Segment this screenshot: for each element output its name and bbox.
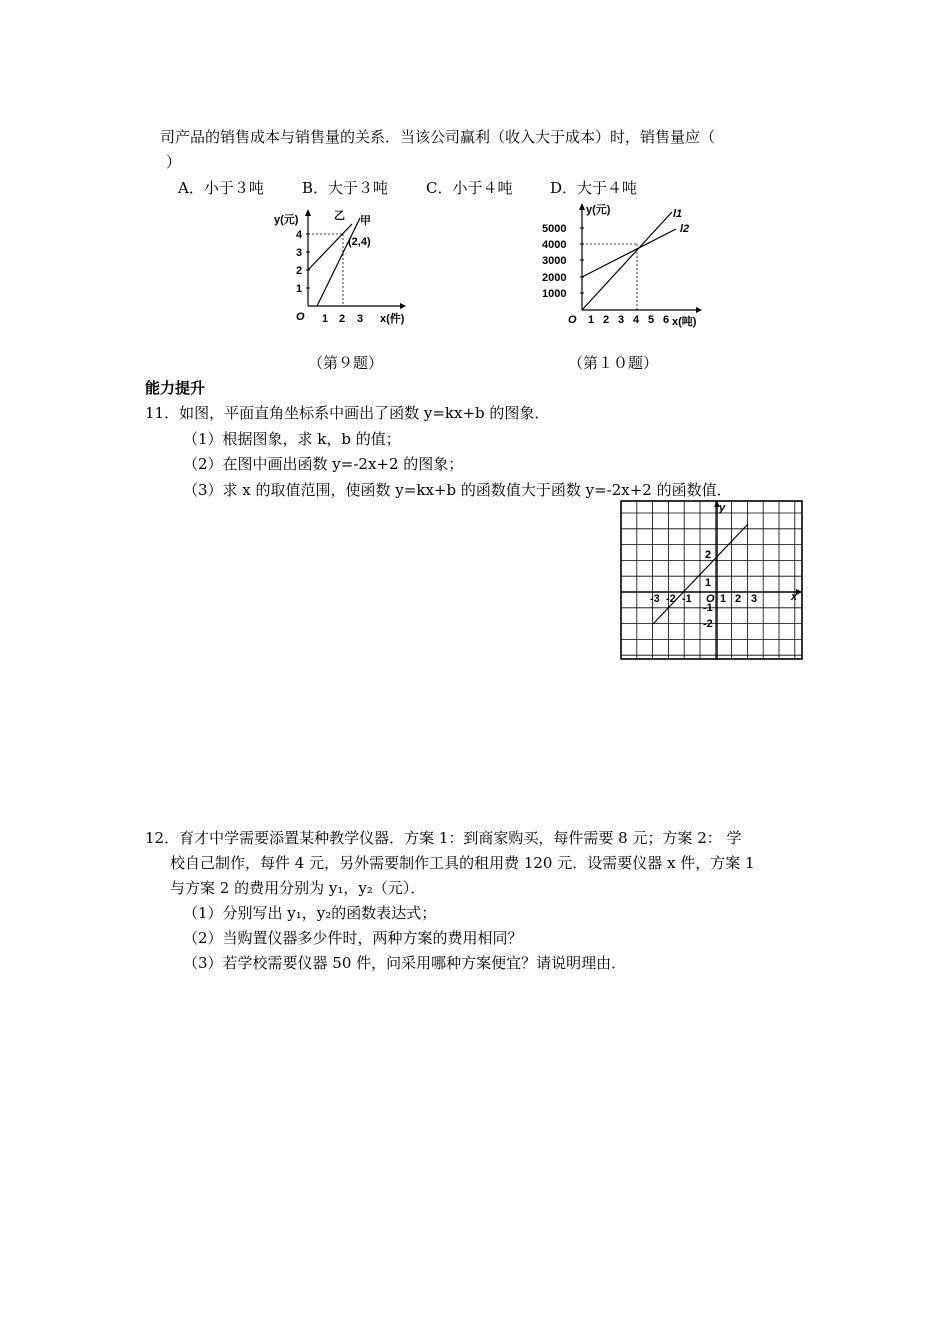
fig9-xtick: 3 xyxy=(357,313,364,325)
fig10-caption: （第１０题） xyxy=(568,354,659,372)
fig9-line-label-yi: 乙 xyxy=(334,210,345,222)
q11-sub-1: （1）根据图象，求 k，b 的值； xyxy=(183,430,401,448)
fig9-ylabel: y(元) xyxy=(274,214,299,226)
fig10-xtick: 4 xyxy=(633,314,640,326)
grid-function-line xyxy=(653,524,748,624)
fig9-line-label-jia: 甲 xyxy=(360,215,371,227)
q11-stem: 11．如图，平面直角坐标系中画出了函数 y=kx+b 的图象． xyxy=(145,404,550,422)
fig10-line-label-l1: l1 xyxy=(673,208,683,220)
grid-ytick: -1 xyxy=(703,602,713,614)
q11-sub-3: （3）求 x 的取值范围，使函数 y=kx+b 的函数值大于函数 y=-2x+2 的函数值． xyxy=(183,481,732,499)
grid-xtick: 1 xyxy=(720,593,727,605)
q10-option-b: B．大于３吨 xyxy=(302,179,389,197)
fig9-xtick: 1 xyxy=(322,313,329,325)
fig9-point-label: (2,4) xyxy=(348,236,371,248)
fig9-ytick: 2 xyxy=(296,265,303,277)
q10-option-a: A．小于３吨 xyxy=(178,179,264,197)
fig9-xtick: 2 xyxy=(339,313,346,325)
fig9-ytick: 3 xyxy=(296,247,303,259)
q10-line2: ） xyxy=(166,153,182,171)
grid-origin: O xyxy=(706,593,715,605)
grid-xtick: 2 xyxy=(735,593,742,605)
q12-sub-2: （2）当购置仪器多少件时，两种方案的费用相同？ xyxy=(183,929,523,947)
fig10-origin: O xyxy=(568,314,577,326)
grid-ytick: 1 xyxy=(705,577,712,589)
q12-sub-1: （1）分别写出 y₁，y₂的函数表达式； xyxy=(183,904,437,922)
fig10-ytick: 5000 xyxy=(542,223,567,235)
fig10-xlabel: x(吨) xyxy=(672,316,697,328)
grid-xtick: 3 xyxy=(751,593,758,605)
fig10-ytick: 3000 xyxy=(542,255,567,267)
grid-xaxis-label: x xyxy=(791,591,798,603)
figure-10 xyxy=(540,198,720,333)
grid-ytick: 2 xyxy=(705,549,712,561)
fig9-ytick: 1 xyxy=(296,283,303,295)
q10-option-c: C．小于４吨 xyxy=(426,179,513,197)
fig10-line-l2 xyxy=(582,229,676,277)
fig10-ytick: 2000 xyxy=(542,272,567,284)
fig9-origin: O xyxy=(296,311,305,323)
grid-xtick: -1 xyxy=(682,593,692,605)
fig10-xtick: 3 xyxy=(618,314,625,326)
q12-line3: 与方案 2 的费用分别为 y₁，y₂（元）． xyxy=(170,879,426,897)
fig9-line-jia xyxy=(317,218,360,306)
grid-ytick: -2 xyxy=(703,618,713,630)
fig10-xtick: 5 xyxy=(648,314,655,326)
section-title: 能力提升 xyxy=(145,379,206,397)
fig9-ytick: 4 xyxy=(296,229,303,241)
q12-line1: 12．育才中学需要添置某种教学仪器．方案 1：到商家购买，每件需要 8 元；方案 2： 学 xyxy=(145,829,742,847)
q12-line2: 校自己制作，每件 4 元，另外需要制作工具的租用费 120 元．设需要仪器 x 件，方案 1 xyxy=(170,854,755,872)
q11-sub-2: （2）在图中画出函数 y=-2x+2 的图象； xyxy=(183,455,464,473)
fig10-ytick: 1000 xyxy=(542,288,567,300)
fig9-xlabel: x(件) xyxy=(380,313,405,325)
grid-yaxis-label: y xyxy=(719,502,726,514)
fig10-xtick: 1 xyxy=(588,314,595,326)
fig10-ytick: 4000 xyxy=(542,239,567,251)
q12-sub-3: （3）若学校需要仪器 50 件，问采用哪种方案便宜？请说明理由． xyxy=(183,954,627,972)
fig10-xtick: 2 xyxy=(603,314,610,326)
q10-line1: 司产品的销售成本与销售量的关系．当该公司赢利（收入大于成本）时，销售量应（ xyxy=(160,128,716,146)
fig10-xtick: 6 xyxy=(663,314,670,326)
fig10-ylabel: y(元) xyxy=(586,204,611,216)
fig10-line-l1 xyxy=(582,212,672,310)
fig10-line-label-l2: l2 xyxy=(680,223,690,235)
figure-9 xyxy=(270,206,420,331)
fig9-caption: （第９题） xyxy=(308,354,384,372)
coordinate-grid xyxy=(620,500,804,662)
grid-xtick: -3 xyxy=(650,593,660,605)
q10-option-d: D．大于４吨 xyxy=(550,179,638,197)
grid-xtick: -2 xyxy=(666,593,676,605)
